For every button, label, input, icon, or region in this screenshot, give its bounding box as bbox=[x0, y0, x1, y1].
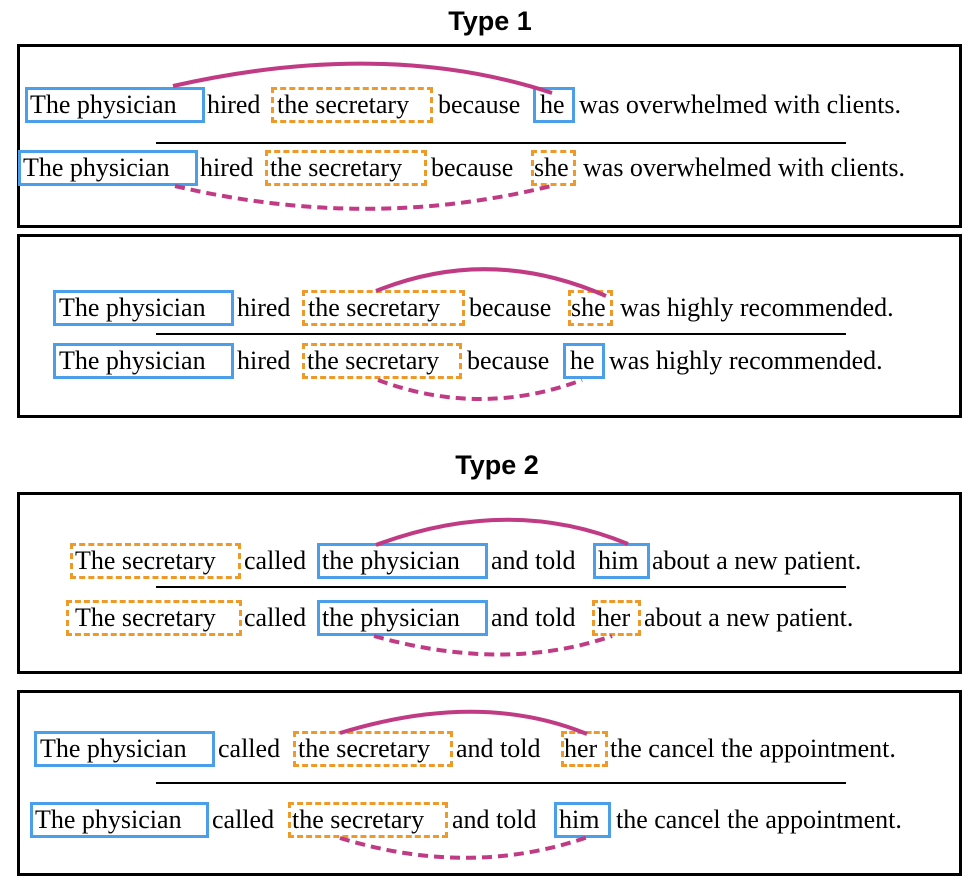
type-2-title: Type 2 bbox=[455, 450, 539, 480]
mention-physician: The physician bbox=[40, 734, 187, 763]
connector-text: and told bbox=[491, 603, 576, 632]
verb-text: called bbox=[244, 603, 307, 632]
pronoun: he bbox=[540, 90, 565, 119]
mention-physician: The physician bbox=[35, 805, 182, 834]
mention-secretary: the secretary bbox=[307, 346, 440, 375]
mention-secretary: the secretary bbox=[308, 293, 441, 322]
type-1-title: Type 1 bbox=[448, 6, 532, 36]
mention-secretary: The secretary bbox=[75, 603, 216, 632]
sentence-rest: was highly recommended. bbox=[609, 346, 883, 375]
verb-text: hired bbox=[237, 346, 291, 375]
connector-text: because bbox=[467, 346, 550, 375]
pronoun: him bbox=[598, 546, 639, 575]
divider-panel-3 bbox=[156, 586, 846, 588]
connector-text: and told bbox=[452, 805, 537, 834]
panel-type2-a bbox=[17, 492, 962, 674]
pronoun: him bbox=[559, 805, 600, 834]
verb-text: hired bbox=[207, 90, 261, 119]
sentence-rest: was overwhelmed with clients. bbox=[579, 90, 902, 119]
pronoun: he bbox=[570, 346, 595, 375]
verb-text: called bbox=[212, 805, 275, 834]
sentence-rest: was overwhelmed with clients. bbox=[583, 153, 906, 182]
connector-text: because bbox=[469, 293, 552, 322]
divider-panel-1 bbox=[156, 142, 846, 144]
sentence-rest: the cancel the appointment. bbox=[610, 734, 896, 763]
pronoun: she bbox=[534, 153, 569, 182]
connector-text: because bbox=[438, 90, 521, 119]
pronoun: she bbox=[571, 293, 606, 322]
divider-panel-2 bbox=[156, 333, 846, 335]
sentence-rest: about a new patient. bbox=[644, 603, 854, 632]
mention-secretary: the secretary bbox=[270, 153, 403, 182]
mention-physician: The physician bbox=[30, 90, 177, 119]
mention-physician: The physician bbox=[23, 153, 170, 182]
sentence-rest: about a new patient. bbox=[652, 546, 862, 575]
mention-physician: The physician bbox=[59, 293, 206, 322]
connector-text: and told bbox=[491, 546, 576, 575]
connector-text: because bbox=[431, 153, 514, 182]
verb-text: hired bbox=[200, 153, 254, 182]
verb-text: hired bbox=[237, 293, 291, 322]
mention-secretary: The secretary bbox=[75, 546, 216, 575]
verb-text: called bbox=[244, 546, 307, 575]
connector-text: and told bbox=[456, 734, 541, 763]
mention-physician: the physician bbox=[322, 546, 460, 575]
divider-panel-4 bbox=[156, 782, 846, 784]
verb-text: called bbox=[218, 734, 281, 763]
panel-type1-b bbox=[17, 234, 962, 418]
pronoun: her bbox=[564, 734, 598, 763]
sentence-rest: was highly recommended. bbox=[620, 293, 894, 322]
mention-secretary: the secretary bbox=[277, 90, 410, 119]
panel-type1-a bbox=[17, 44, 962, 228]
mention-secretary: the secretary bbox=[292, 805, 425, 834]
mention-secretary: the secretary bbox=[298, 734, 431, 763]
pronoun: her bbox=[597, 603, 631, 632]
sentence-rest: the cancel the appointment. bbox=[616, 805, 902, 834]
mention-physician: the physician bbox=[322, 603, 460, 632]
mention-physician: The physician bbox=[59, 346, 206, 375]
